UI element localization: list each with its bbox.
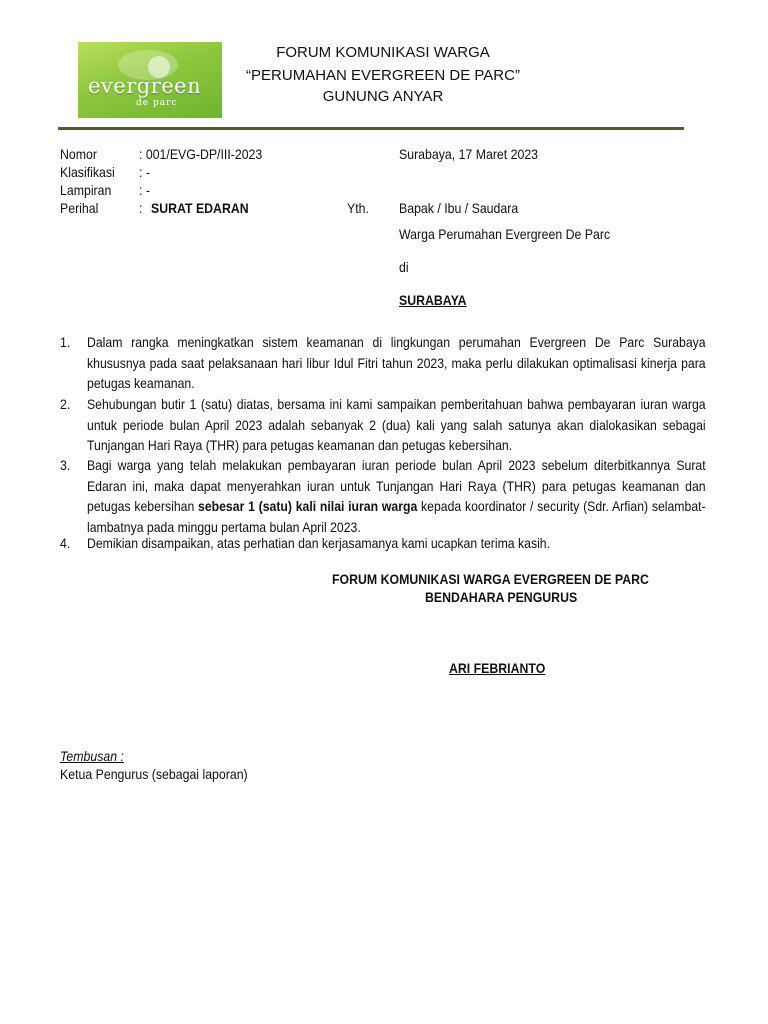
tembusan-line-1: Ketua Pengurus (sebagai laporan) — [60, 766, 248, 782]
item-2-text: Sehubungan butir 1 (satu) diatas, bersama ini kami sampaikan pemberitahuan bahwa pembayaran iuran warga untuk periode bulan April 2023 adalah sebanyak 2 (dua) kali yang salah satunya akan dialokasikan sebagai Tunjangan Hari Raya (THR) para petugas keamanan dan petugas kebersihan. — [87, 396, 706, 453]
item-3-text — [87, 455, 706, 537]
letter-date: Surabaya, 17 Maret 2023 — [399, 146, 539, 162]
klasifikasi-label: Klasifikasi — [60, 164, 115, 180]
logo-wordmark: evergreen — [88, 74, 202, 98]
klasifikasi-value: : - — [139, 164, 150, 180]
item-1-text: Dalam rangka meningkatkan sistem keamanan di lingkungan perumahan Evergreen De Parc Surabaya khususnya pada saat pelaksanaan hari libur Idul Fitri tahun 2023, maka perlu dilakukan optimalisasi kinerja para petugas keamanan. — [87, 334, 706, 391]
recipient-line-1: Bapak / Ibu / Saudara — [399, 200, 519, 216]
item-3-number: 3. — [60, 457, 71, 473]
item-1-number: 1. — [60, 334, 71, 350]
recipient-line-2: Warga Perumahan Evergreen De Parc — [399, 226, 611, 242]
item-3-text-b: kepada koordinator / security (Sdr. Arfian) selambat-lambatnya pada minggu pertama bulan April 2023. — [87, 498, 706, 535]
nomor-label: Nomor — [60, 146, 97, 162]
perihal-value: SURAT EDARAN — [151, 200, 249, 216]
signature-name: ARI FEBRIANTO — [449, 660, 546, 676]
logo-subtext: de parc — [136, 98, 178, 108]
signature-org: FORUM KOMUNIKASI WARGA EVERGREEN DE PARC — [332, 571, 649, 587]
perihal-label: Perihal — [60, 200, 99, 216]
signature-role: BENDAHARA PENGURUS — [425, 589, 578, 605]
perihal-colon: : — [139, 200, 143, 216]
lampiran-label: Lampiran — [60, 182, 112, 198]
nomor-value: : 001/EVG-DP/III-2023 — [139, 146, 263, 162]
header-line-2: “PERUMAHAN EVERGREEN DE PARC” — [246, 67, 520, 84]
item-2-number: 2. — [60, 396, 71, 412]
item-4-number: 4. — [60, 535, 71, 551]
evergreen-logo — [78, 42, 222, 118]
tembusan-label: Tembusan : — [60, 748, 124, 764]
recipient-city: SURABAYA — [399, 292, 467, 308]
lampiran-value: : - — [139, 182, 150, 198]
header-divider — [58, 127, 684, 130]
yth-label: Yth. — [347, 200, 369, 216]
item-4-text: Demikian disampaikan, atas perhatian dan kerjasamanya kami ucapkan terima kasih. — [87, 535, 551, 551]
header-line-1: FORUM KOMUNIKASI WARGA — [276, 44, 490, 61]
item-3-text-a: Bagi warga yang telah melakukan pembayaran iuran periode bulan April 2023 sebelum diterbitkannya Surat Edaran ini, maka dapat menyerahkan iuran untuk Tunjangan Hari Raya (THR) para petugas keamanan dan petugas kebersihan — [87, 457, 706, 514]
item-3-text-bold: sebesar 1 (satu) kali nilai iuran warga — [198, 498, 418, 514]
recipient-di: di — [399, 259, 409, 275]
header-line-3: GUNUNG ANYAR — [322, 88, 444, 105]
